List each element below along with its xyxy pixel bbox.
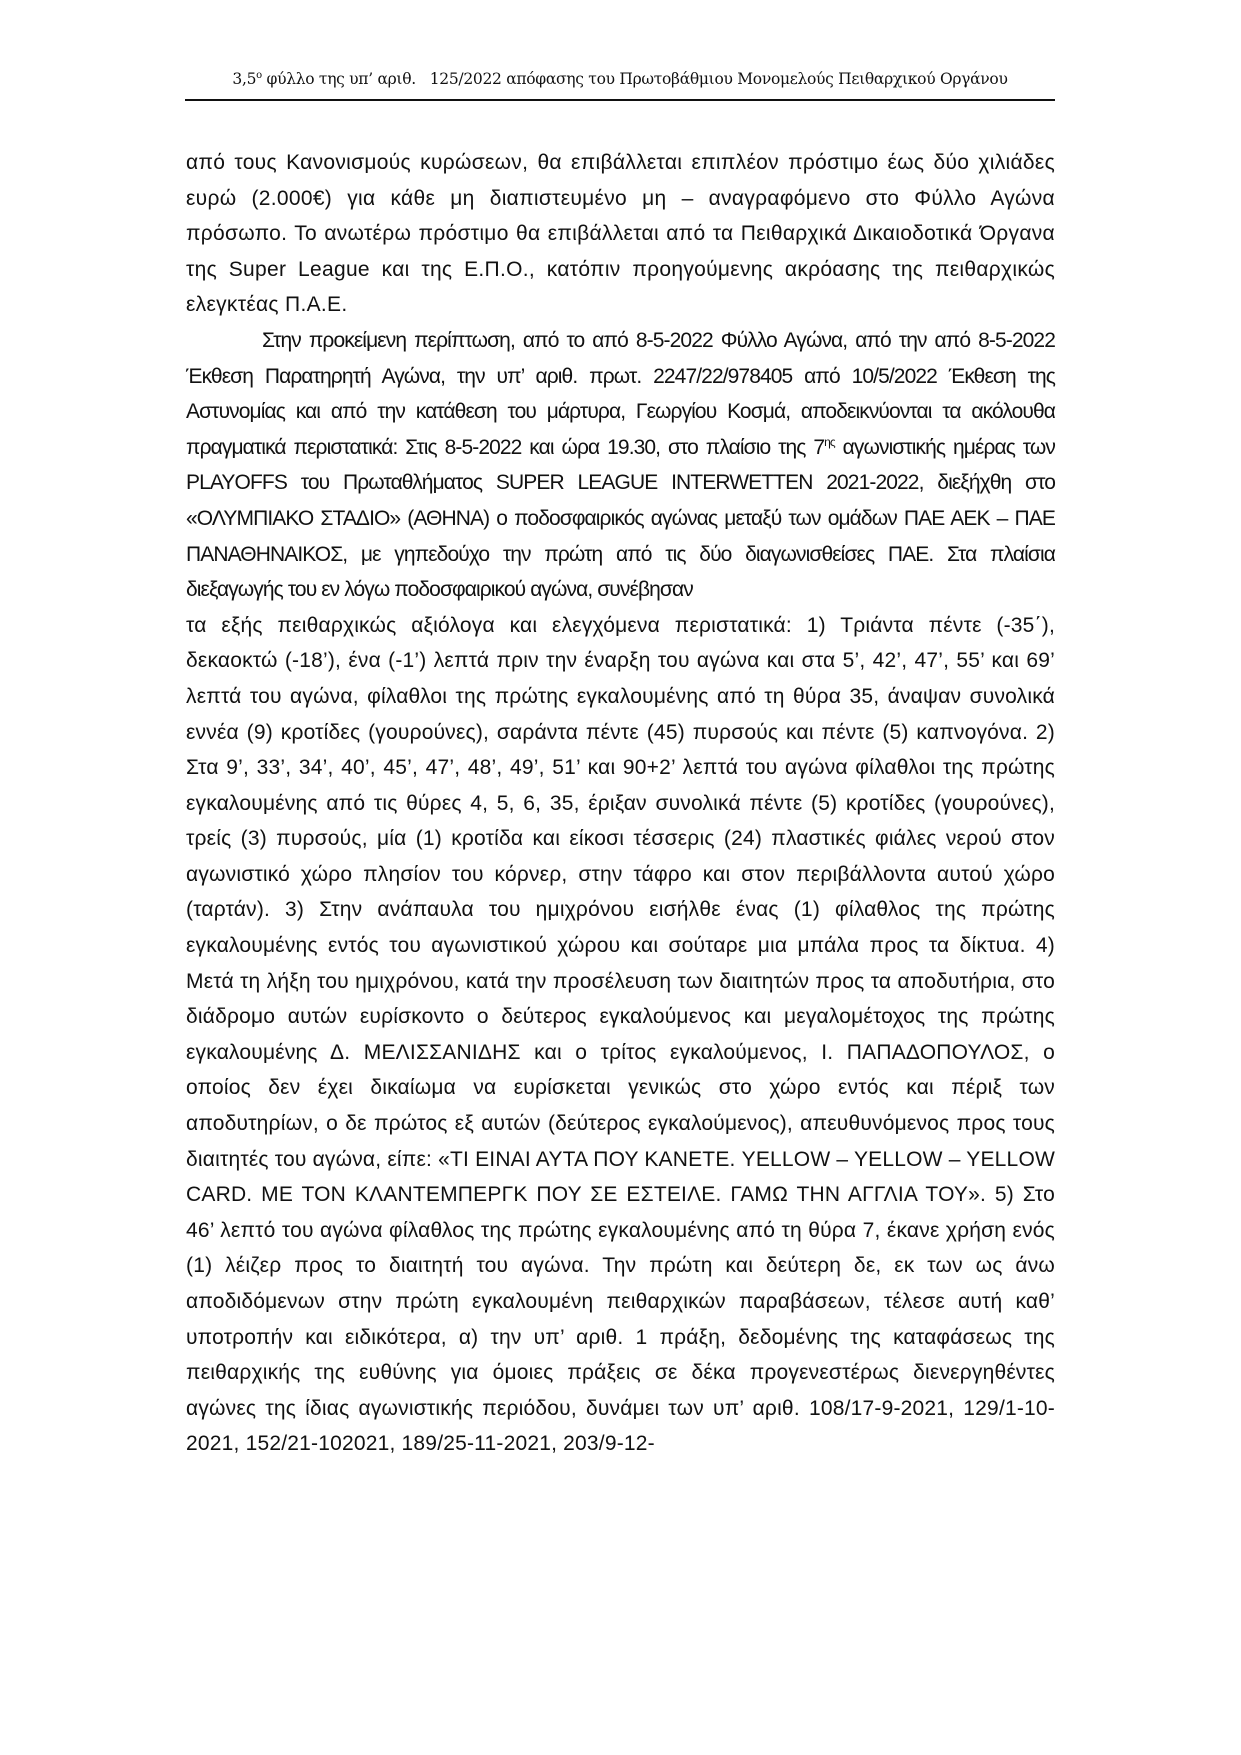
document-body [186,145,1055,1462]
header-sheet-number-superscript: ο [256,70,262,81]
paragraph-1: από τους Κανονισμούς κυρώσεων, θα επιβάλλεται επιπλέον πρόστιμο έως δύο χιλιάδες ευρώ (2.000€) για κάθε μη διαπιστευμένο μη – αναγραφόμενο στο Φύλλο Αγώνα πρόσωπο. Το ανωτέρω πρόστιμο θα επιβάλλεται από τα Πειθαρχικά Δικαιοδοτικά Όργανα της Super League και της Ε.Π.Ο., κατόπιν προηγούμενης ακρόασης της πειθαρχικώς ελεγκτέας Π.Α.Ε. [186,151,1055,317]
ordinal-superscript: ης [824,434,835,449]
header-rule [185,99,1055,101]
paragraph-2 [186,323,1055,608]
paragraph-2-text-a: Στην προκείμενη περίπτωση, από το από 8-5-2022 Φύλλο Αγώνα, από την από 8-5-2022 Έκθεση Παρατηρητή Αγώνα, την υπ’ αριθ. πρωτ. 2247/22/978405 από 10/5/2022 Έκθεση της Αστυνομίας και από την κατάθεση του μάρτυρα, Γεωργίου Κοσμά, αποδεικνύονται τα ακόλουθα πραγματικά περιστατικά: Στις 8-5-2022 και ώρα 19.30, στο πλαίσιο της 7 [186,328,1055,459]
paragraph-2-continuation: τα εξής πειθαρχικώς αξιόλογα και ελεγχόμενα περιστατικά: 1) Τριάντα πέντε (-35΄), δεκαοκτώ (-18’), ένα (-1’) λεπτά πριν την έναρξη του αγώνα και στα 5’, 42’, 47’, 55’ και 69’ λεπτά του αγώνα, φίλαθλοι της πρώτης εγκαλουμένης από τη θύρα 35, άναψαν συνολικά εννέα (9) κροτίδες (γουρούνες), σαράντα πέντε (45) πυρσούς και πέντε (5) καπνογόνα. 2) Στα 9’, 33’, 34’, 40’, 45’, 47’, 48’, 49’, 51’ και 90+2’ λεπτά του αγώνα φίλαθλοι της πρώτης εγκαλουμένης από τις θύρες 4, 5, 6, 35, έριξαν συνολικά πέντε (5) κροτίδες (γουρούνες), τρείς (3) πυρσούς, μία (1) κροτίδα και είκοσι τέσσερις (24) πλαστικές φιάλες νερού στον αγωνιστικό χώρο πλησίον του κόρνερ, στην τάφρο και στον περιβάλλοντα αυτού χώρο (ταρτάν). 3) Στην ανάπαυλα του ημιχρόνου εισήλθε ένας (1) φίλαθλος της πρώτης εγκαλουμένης εντός του αγωνιστικού χώρου και σούταρε μια μπάλα προς τα δίκτυα. 4) Μετά τη λήξη του ημιχρόνου, κατά την προσέλευση των διαιτητών προς τα αποδυτήρια, στο διάδρομο αυτών ευρίσκοντο ο δεύτερος εγκαλούμενος και μεγαλομέτοχος της πρώτης εγκαλουμένης Δ. ΜΕΛΙΣΣΑΝΙΔΗΣ και ο τρίτος εγκαλούμενος, Ι. ΠΑΠΑΔΟΠΟΥΛΟΣ, ο οποίος δεν έχει δικαίωμα να ευρίσκεται γενικώς στο χώρο εντός και πέριξ των αποδυτηρίων, ο δε πρώτος εξ αυτών (δεύτερος εγκαλούμενος), απευθυνόμενος προς τους διαιτητές του αγώνα, είπε: «ΤΙ ΕΙΝΑΙ ΑΥΤΑ ΠΟΥ ΚΑΝΕΤΕ. YELLOW – YELLOW – YELLOW CARD. ΜΕ ΤΟΝ ΚΛΑΝΤΕΜΠΕΡΓΚ ΠΟΥ ΣΕ ΕΣΤΕΙΛΕ. ΓΑΜΩ ΤΗΝ ΑΓΓΛΙΑ ΤΟΥ». 5) Στο 46’ λεπτό του αγώνα φίλαθλος της πρώτης εγκαλουμένης από τη θύρα 7, έκανε χρήση ενός (1) λέιζερ προς το διαιτητή του αγώνα. Την πρώτη και δεύτερη δε, εκ των ως άνω αποδιδόμενων στην πρώτη εγκαλουμένη πειθαρχικών παραβάσεων, τέλεσε αυτή καθ’ υποτροπήν και ειδικότερα, α) την υπ’ αριθ. 1 πράξη, δεδομένης της καταφάσεως της πειθαρχικής της ευθύνης για όμοιες πράξεις σε δέκα προγενεστέρως διενεργηθέντες αγώνες της ίδιας αγωνιστικής περιόδου, δυνάμει των υπ’ αριθ. 108/17-9-2021, 129/1-10-2021, 152/21-102021, 189/25-11-2021, 203/9-12- [186,613,1055,1456]
header-sheet-number: 3,5 [232,70,257,89]
header-title: φύλλο της υπ’ αριθ. 125/2022 απόφασης του Πρωτοβάθμιου Μονομελούς Πειθαρχικού Οργάνου [261,70,1008,89]
running-header [185,70,1055,88]
paragraph-2-text-b: αγωνιστικής ημέρας των PLAYOFFS του Πρωταθλήματος SUPER LEAGUE INTERWETTEN 2021-2022, διεξήχθη στο «ΟΛΥΜΠΙΑΚΟ ΣΤΑΔΙΟ» (ΑΘΗΝΑ) ο ποδοσφαιρικός αγώνας μεταξύ των ομάδων ΠΑΕ ΑΕΚ – ΠΑΕ ΠΑΝΑΘΗΝΑΙΚΟΣ, με γηπεδούχο την πρώτη από τις δύο διαγωνισθείσες ΠΑΕ. Στα πλαίσια διεξαγωγής του εν λόγω ποδοσφαιρικού αγώνα, συνέβησαν [186,435,1055,602]
